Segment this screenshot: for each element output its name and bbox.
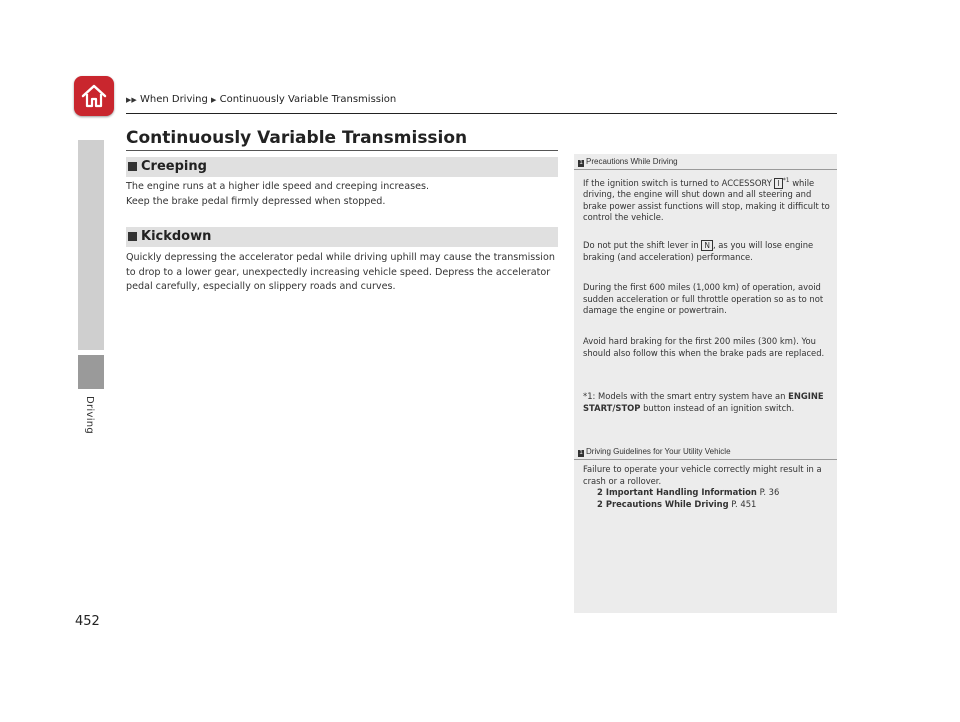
title-divider [126, 150, 558, 151]
section-heading-creeping: Creeping [126, 157, 558, 177]
page-number: 452 [75, 614, 100, 629]
ref-link-precautions-driving[interactable]: 2 Precautions While Driving P. 451 [597, 498, 757, 509]
breadcrumb-item-cvt[interactable]: Continuously Variable Transmission [219, 94, 397, 105]
note-icon: 1 [579, 160, 583, 166]
home-button[interactable] [74, 76, 114, 116]
note-heading-guidelines: 1 Driving Guidelines for Your Utility Vehicle [574, 447, 837, 460]
breadcrumb-arrow-icon: ▶ [211, 96, 217, 104]
breadcrumb-item-when-driving[interactable]: When Driving [139, 94, 208, 105]
page-title: Continuously Variable Transmission [126, 128, 468, 148]
key-accessory-label: I [774, 178, 782, 189]
header-divider [126, 113, 837, 114]
side-tab-active[interactable] [78, 355, 104, 389]
breadcrumb [126, 94, 396, 105]
reference-arrow-icon: 2 [597, 498, 603, 509]
reference-arrow-icon: 2 [597, 487, 603, 497]
creeping-text: The engine runs at a higher idle speed and creeping increases. Keep the brake pedal firmly depressed when stopped. [126, 181, 430, 207]
home-icon [80, 82, 108, 110]
ref-link-important-handling[interactable]: 2 Important Handling Information P. 36 [597, 487, 780, 497]
note-icon: 1 [579, 450, 583, 456]
precautions-p5: *1: Models with the smart entry system have an ENGINE START/STOP button instead of an ignition switch. [583, 391, 824, 413]
note-heading-precautions: 1 Precautions While Driving [574, 157, 837, 170]
side-tab-label: Driving [84, 396, 95, 435]
section-square-icon [128, 162, 137, 171]
precautions-p3: During the first 600 miles (1,000 km) of operation, avoid sudden acceleration or full throttle operation so as to not damage the engine or powertrain. [583, 282, 824, 315]
section-square-icon [128, 232, 137, 241]
guidelines-text: Failure to operate your vehicle correctly might result in a crash or a rollover. 2 Important Handling Information P. 36 2 Precautions While Driving P. 451 [583, 464, 831, 510]
key-neutral-label: N [701, 240, 713, 251]
precautions-p1: If the ignition switch is turned to ACCESSORY I $^{*1}$ while driving, the engine will shut down and all steering and brake power assist functions will stop, making it difficult to control the vehicle. [583, 177, 830, 223]
section-heading-kickdown: Kickdown [126, 227, 558, 247]
breadcrumb-arrow-icon: ▶▶ [126, 96, 137, 104]
side-tab-bar [78, 140, 104, 350]
precautions-p2: Do not put the shift lever in N , as you will lose engine braking (and acceleration) performance. [583, 240, 814, 262]
precautions-p4: Avoid hard braking for the first 200 miles (300 km). You should also follow this when the brake pads are replaced. [583, 336, 825, 358]
kickdown-text: Quickly depressing the accelerator pedal while driving uphill may cause the transmission to drop to a lower gear, unexpectedly increasing vehicle speed. Depress the accelerator pedal carefully, especially on slippery roads and curves. [126, 252, 555, 292]
